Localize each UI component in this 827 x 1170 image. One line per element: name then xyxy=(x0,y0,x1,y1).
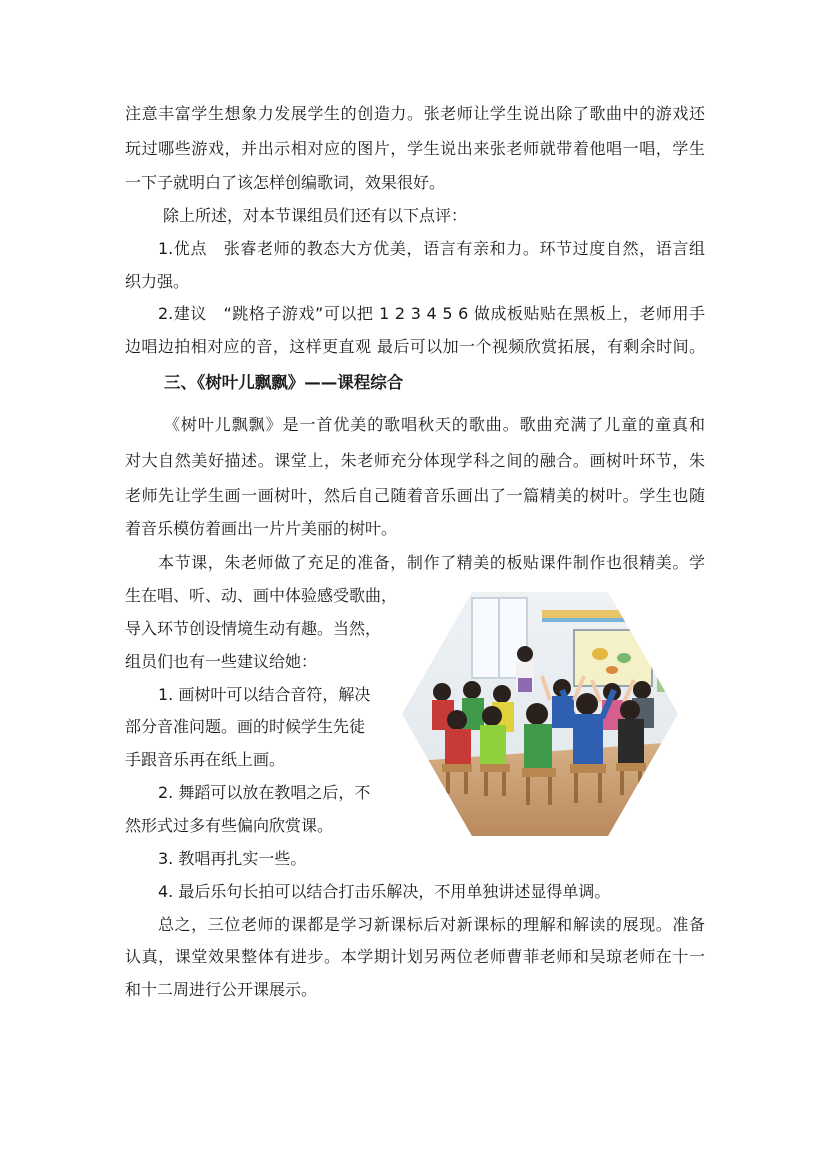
para1-line-2: 玩过哪些游戏，并出示相对应的图片，学生说出来张老师就带着他唱一唱，学生 xyxy=(125,139,705,158)
conclusion-line-1: 总之，三位老师的课都是学习新课标后对新课标的理解和解读的展现。准备 xyxy=(158,915,705,934)
suggestion-1-line-3: 手跟音乐再在纸上画。 xyxy=(125,750,286,769)
classroom-photo-svg xyxy=(402,592,678,836)
para1-line-1: 注意丰富学生想象力发展学生的创造力。张老师让学生说出除了歌曲中的游戏还 xyxy=(125,104,705,123)
point2-line-2: 边唱边拍相对应的音，这样更直观 最后可以加一个视频欣赏拓展，有剩余时间。 xyxy=(125,337,705,356)
suggestion-1-line-1: 1. 画树叶可以结合音符，解决 xyxy=(158,685,371,704)
suggestion-1-line-2: 部分音准问题。画的时候学生先徒 xyxy=(125,717,366,736)
classroom-photo xyxy=(402,592,678,836)
suggestion-4: 4. 最后乐句长拍可以结合打击乐解决，不用单独讲述显得单调。 xyxy=(158,882,611,901)
para4-line-1: 本节课，朱老师做了充足的准备，制作了精美的板贴课件制作也很精美。学 xyxy=(158,553,705,572)
section-heading: 三、《树叶儿飘飘》——课程综合 xyxy=(164,373,404,392)
para3-line-4: 着音乐模仿着画出一片片美丽的树叶。 xyxy=(125,519,398,538)
point1-line-1: 1.优点 张睿老师的教态大方优美，语言有亲和力。环节过度自然，语言组 xyxy=(158,239,705,258)
para4-line-4: 组员们也有一些建议给她： xyxy=(125,652,318,671)
point2-line-1: 2.建议 “跳格子游戏”可以把 1 2 3 4 5 6 做成板贴贴在黑板上，老师用手 xyxy=(158,304,705,323)
summary-intro: 除上所述，对本节课组员们还有以下点评： xyxy=(163,206,468,225)
para3-line-2: 对大自然美好描述。课堂上，朱老师充分体现学科之间的融合。画树叶环节，朱 xyxy=(125,451,705,470)
para4-line-2: 生在唱、听、动、画中体验感受歌曲， xyxy=(125,586,398,605)
suggestion-2-line-1: 2. 舞蹈可以放在教唱之后，不 xyxy=(158,783,371,802)
suggestion-3: 3. 教唱再扎实一些。 xyxy=(158,849,307,868)
conclusion-line-2: 认真，课堂效果整体有进步。本学期计划另两位老师曹菲老师和吴琼老师在十一 xyxy=(125,947,705,966)
point1-line-2: 织力强。 xyxy=(125,272,190,291)
suggestion-2-line-2: 然形式过多有些偏向欣赏课。 xyxy=(125,816,334,835)
para3-line-3: 老师先让学生画一画树叶，然后自己随着音乐画出了一篇精美的树叶。学生也随 xyxy=(125,486,705,505)
para4-line-3: 导入环节创设情境生动有趣。当然， xyxy=(125,619,382,638)
para1-line-3: 一下子就明白了该怎样创编歌词，效果很好。 xyxy=(125,173,446,192)
conclusion-line-3: 和十二周进行公开课展示。 xyxy=(125,980,318,999)
para3-line-1: 《树叶儿飘飘》是一首优美的歌唱秋天的歌曲。歌曲充满了儿童的童真和 xyxy=(164,415,705,434)
